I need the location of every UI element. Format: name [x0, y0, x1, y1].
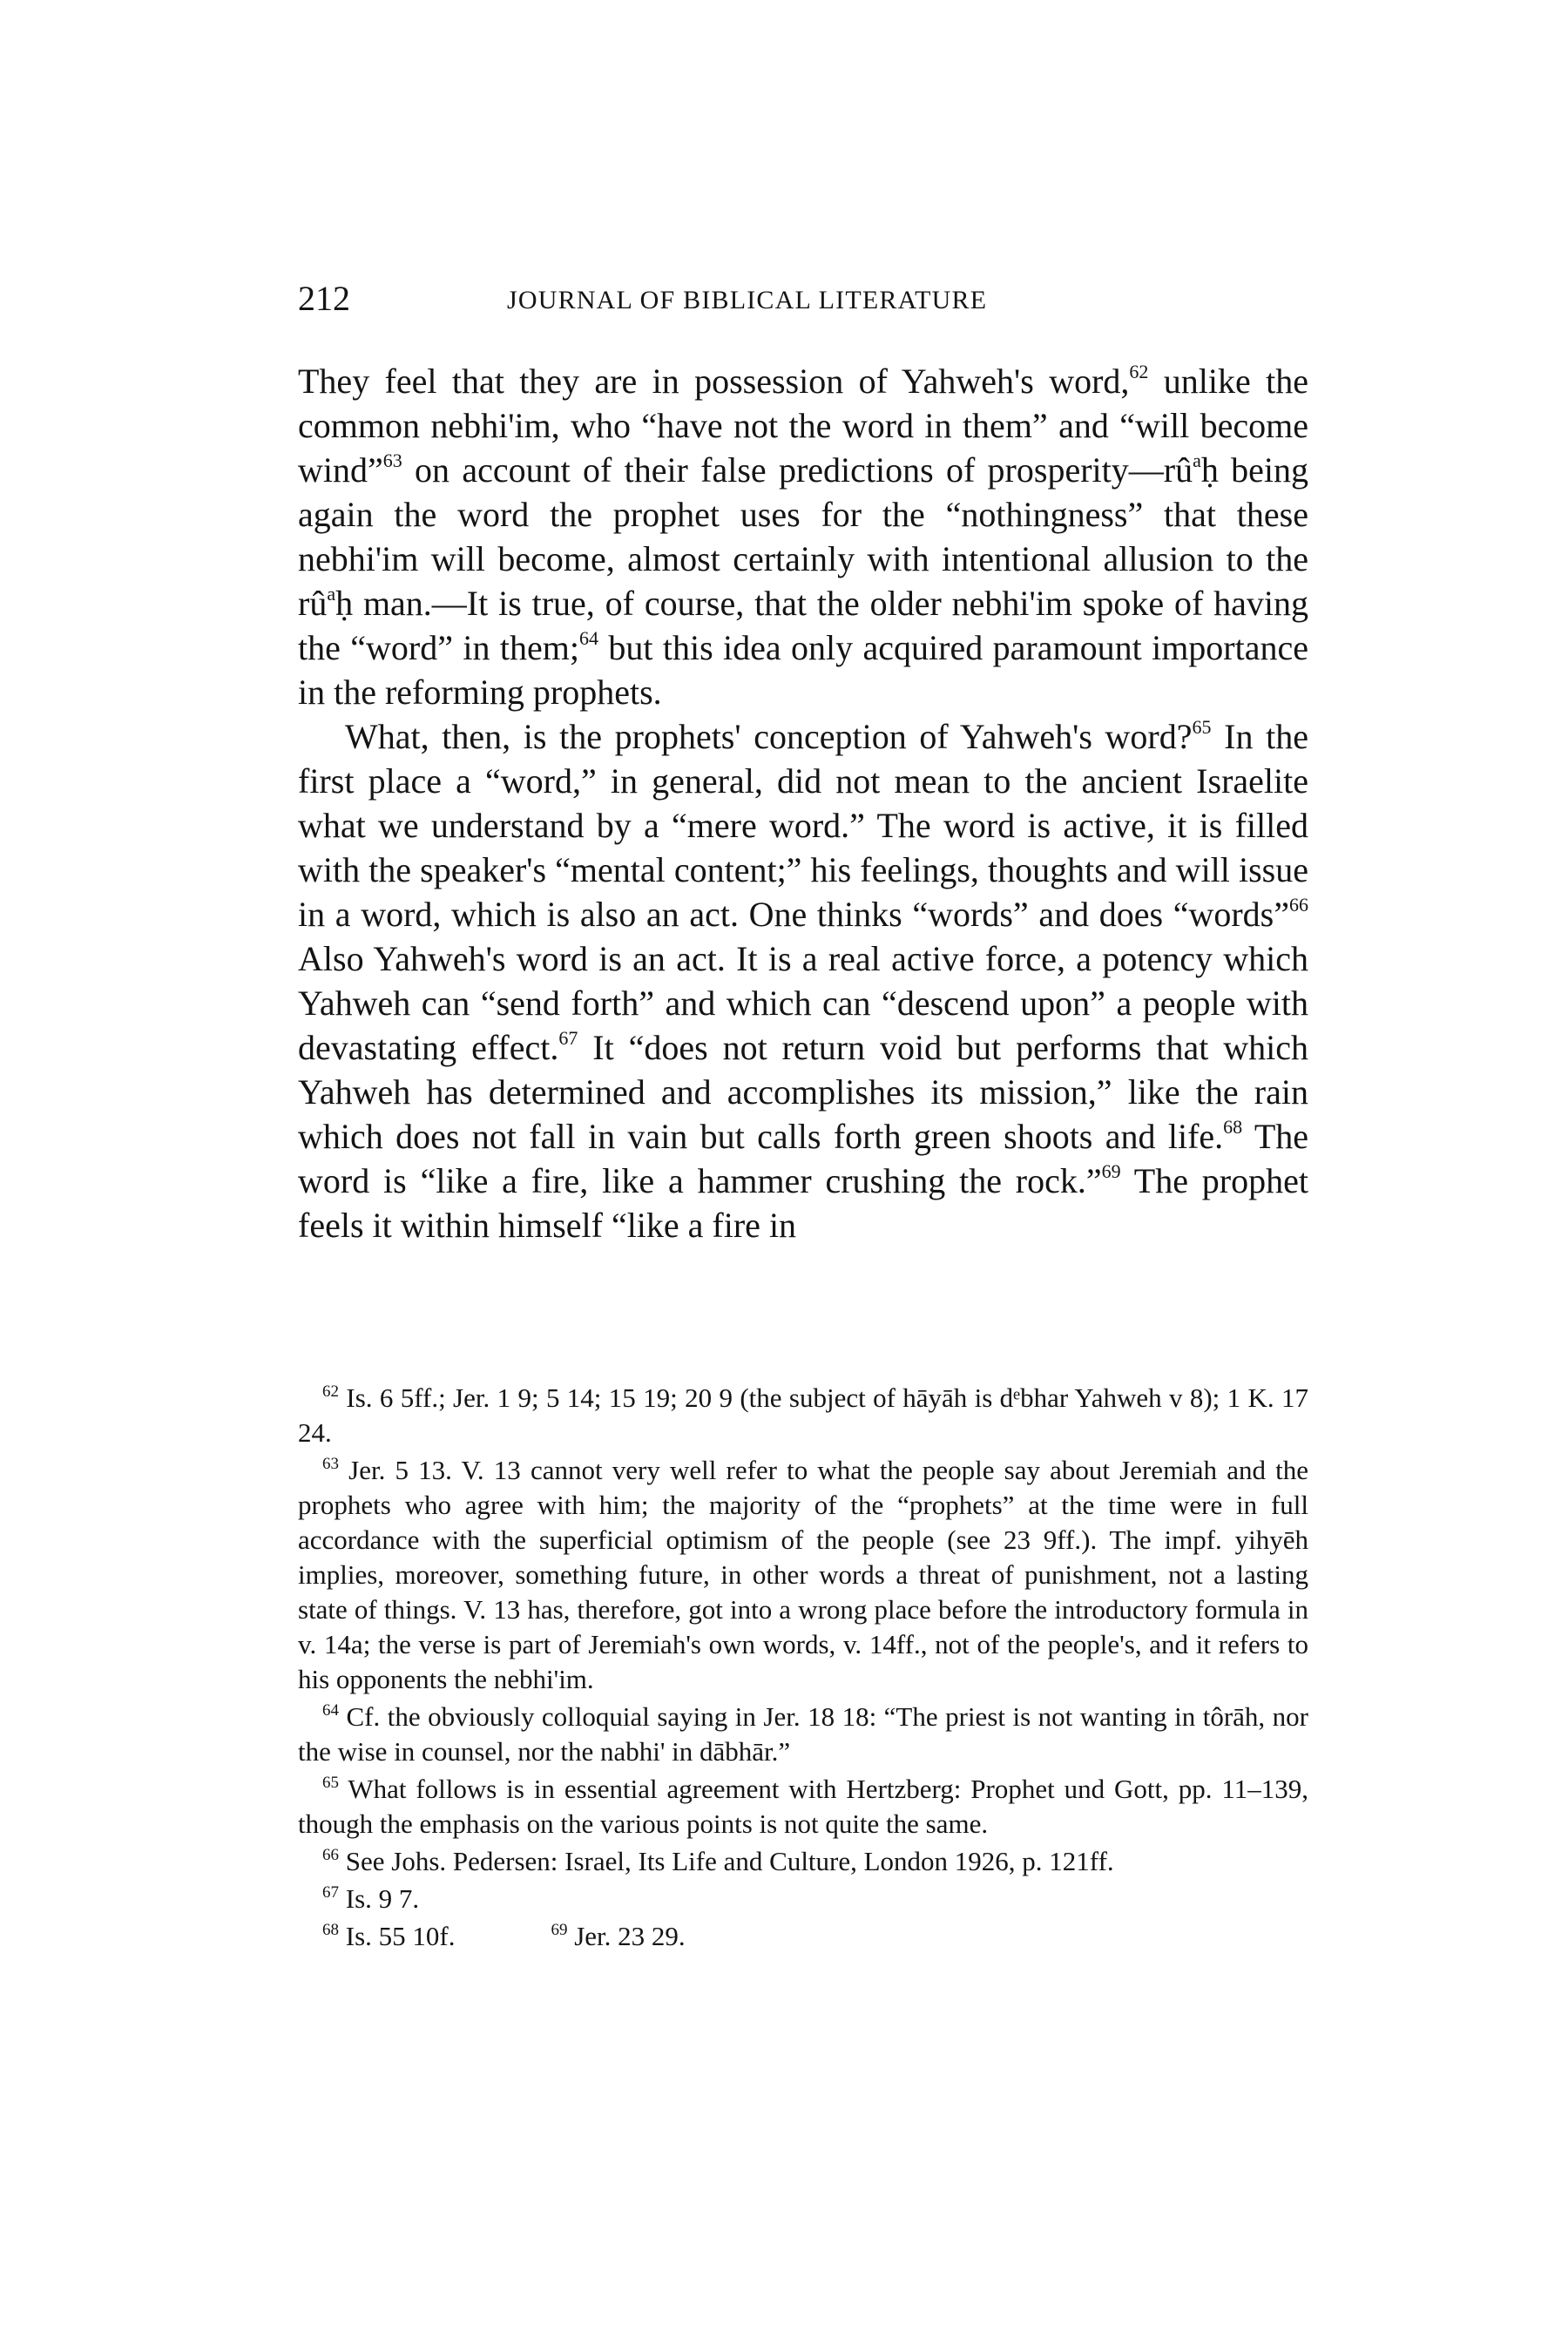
footnote-68-69-row — [298, 1919, 1308, 1954]
footnote-mark: 67 — [322, 1883, 339, 1902]
footnote-mark: 66 — [322, 1846, 339, 1864]
paragraph-2 — [298, 714, 1308, 1247]
footnote-ref-65: 65 — [1192, 716, 1212, 738]
text-segment: unlike the common nebhi'im, who “have not the word in them” and “will become wind” — [298, 362, 1308, 490]
footnote-ref-63: 63 — [382, 449, 402, 471]
footnotes — [298, 1381, 1308, 1954]
text-segment: ḥ man.—It is true, of course, that the older nebhi'im spoke of having the “word” in them; — [298, 584, 1308, 667]
running-head: JOURNAL OF BIBLICAL LITERATURE — [507, 286, 988, 314]
footnote-ref-64: 64 — [578, 627, 598, 649]
footnote-text: Is. 9 7. — [345, 1883, 420, 1914]
text-segment: The prophet feels it within himself “like a fire in — [298, 1161, 1308, 1245]
footnote-text: See Johs. Pedersen: Israel, Its Life and Culture, London 1926, p. 121ff. — [345, 1846, 1114, 1876]
footnote-ref-69: 69 — [1101, 1160, 1121, 1182]
footnote-text: Is. 6 5ff.; Jer. 1 9; 5 14; 15 19; 20 9 (the subject of hāyāh is dᵉbhar Yahweh v 8); 1 K. 17 24. — [298, 1382, 1309, 1448]
text-segment: The word is “like a fire, like a hammer crushing the rock.” — [298, 1117, 1309, 1200]
footnote-mark: 68 — [322, 1921, 339, 1939]
footnote-62 — [298, 1381, 1308, 1450]
page-header — [298, 277, 1308, 321]
text-segment: ḥ being again the word the prophet uses for the “nothingness” that these nebhi'im will become, almost certainly with intentional allusion to the rû — [298, 450, 1308, 623]
footnote-63 — [298, 1453, 1308, 1697]
text-segment: on account of their false predictions of prosperity—rû — [402, 450, 1193, 490]
footnote-mark: 69 — [551, 1921, 568, 1939]
footnote-ref-68: 68 — [1223, 1116, 1243, 1138]
paragraph-1 — [298, 359, 1308, 714]
superscript-a: a — [1193, 449, 1201, 471]
footnote-ref-67: 67 — [558, 1027, 578, 1049]
text-segment: but this idea only acquired paramount importance in the reforming prophets. — [298, 628, 1309, 712]
footnote-ref-66: 66 — [1289, 894, 1308, 916]
footnote-text: Jer. 23 29. — [574, 1921, 686, 1951]
footnote-64 — [298, 1700, 1308, 1769]
footnote-69 — [551, 1919, 685, 1954]
footnote-mark: 62 — [322, 1382, 339, 1401]
text-segment: What, then, is the prophets' conception of Yahweh's word? — [345, 717, 1193, 756]
text-segment: Also Yahweh's word is an act. It is a real active force, a potency which Yahweh can “send forth” and which can “descend upon” a people with devastating effect. — [298, 939, 1308, 1067]
footnote-text: Jer. 5 13. V. 13 cannot very well refer to what the people say about Jeremiah and the prophets who agree with him; the majority of the “prophets” at the time were in full accordance with the superficial optimism of the people (see 23 9ff.). The impf. yihyēh implies, moreover, something future, in other words a threat of punishment, not a lasting state of things. V. 13 has, therefore, got into a wrong place before the introductory formula in v. 14a; the verse is part of Jeremiah's own words, v. 14ff., not of the people's, and it refers to his opponents the nebhi'im. — [298, 1455, 1308, 1694]
footnote-text: Is. 55 10f. — [345, 1921, 456, 1951]
text-segment: In the first place a “word,” in general, did not mean to the ancient Israelite what we understand by a “mere word.” The word is active, it is filled with the speaker's “mental content;” his feelings, thoughts and will issue in a word, which is also an act. One thinks “words” and does “words” — [298, 717, 1308, 934]
footnote-ref-62: 62 — [1129, 361, 1149, 382]
footnote-67 — [298, 1882, 1308, 1916]
superscript-a: a — [327, 583, 336, 605]
footnote-65 — [298, 1772, 1308, 1842]
text-segment: It “does not return void but performs that which Yahweh has determined and accomplishes its mission,” like the rain which does not fall in vain but calls forth green shoots and life. — [298, 1028, 1309, 1156]
page-number: 212 — [298, 279, 350, 318]
body-text — [298, 359, 1308, 1247]
footnote-mark: 64 — [322, 1701, 339, 1720]
text-segment: They feel that they are in possession of Yahweh's word, — [298, 362, 1130, 401]
footnote-text: What follows is in essential agreement with Hertzberg: Prophet und Gott, pp. 11–139, though the emphasis on the various points is not quite the same. — [298, 1774, 1308, 1839]
footnote-mark: 65 — [322, 1774, 339, 1792]
footnote-text: Cf. the obviously colloquial saying in Jer. 18 18: “The priest is not wanting in tôrāh, nor the wise in counsel, nor the nabhi' in dābhār.” — [298, 1701, 1308, 1767]
footnote-68 — [322, 1921, 455, 1951]
footnote-mark: 63 — [322, 1455, 339, 1473]
footnote-66 — [298, 1844, 1308, 1879]
